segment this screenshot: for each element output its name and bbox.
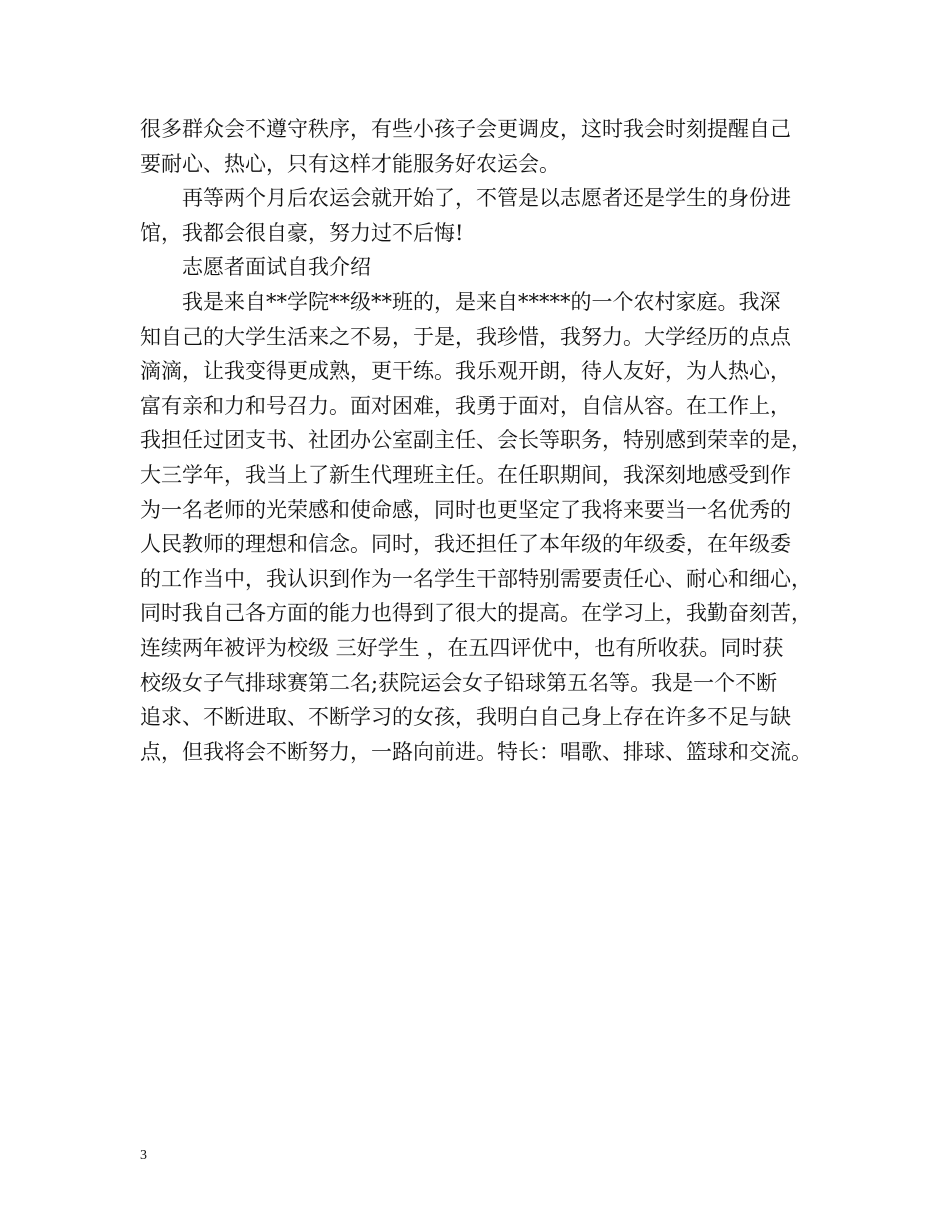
section-heading: 志愿者面试自我介绍 [182, 255, 371, 280]
document-body [140, 112, 830, 769]
text-line: 我担任过团支书、社团办公室副主任、会长等职务，特别感到荣幸的是， [140, 428, 812, 453]
text-line: 点，但我将会不断努力，一路向前进。特长：唱歌、排球、篮球和交流。 [140, 739, 812, 764]
page-number: 3 [140, 1148, 147, 1163]
text-line: 大三学年，我当上了新生代理班主任。在任职期间，我深刻地感受到作 [140, 462, 791, 487]
text-line: 校级女子气排球赛第二名;获院运会女子铅球第五名等。我是一个不断 [140, 670, 778, 695]
text-line: 滴滴，让我变得更成熟，更干练。我乐观开朗，待人友好，为人热心， [140, 359, 791, 384]
text-line: 知自己的大学生活来之不易，于是，我珍惜，我努力。大学经历的点点 [140, 324, 791, 349]
text-line: 为一名老师的光荣感和使命感，同时也更坚定了我将来要当一名优秀的 [140, 497, 791, 522]
text-line: 人民教师的理想和信念。同时，我还担任了本年级的年级委，在年级委 [140, 532, 791, 557]
text-line: 富有亲和力和号召力。面对困难，我勇于面对，自信从容。在工作上， [140, 393, 791, 418]
text-line: 的工作当中，我认识到作为一名学生干部特别需要责任心、耐心和细心， [140, 566, 812, 591]
text-line: 很多群众会不遵守秩序，有些小孩子会更调皮，这时我会时刻提醒自己 [140, 117, 791, 141]
text-line: 要耐心、热心，只有这样才能服务好农运会。 [140, 151, 560, 176]
text-line: 连续两年被评为校级 三好学生 ，在五四评优中，也有所收获。同时获 [140, 635, 784, 660]
text-line: 馆，我都会很自豪，努力过不后悔! [140, 220, 464, 245]
text-line: 追求、不断进取、不断学习的女孩，我明白自己身上存在许多不足与缺 [140, 705, 791, 730]
text-line: 再等两个月后农运会就开始了，不管是以志愿者还是学生的身份进 [182, 186, 791, 211]
text-line: 我是来自**学院**级**班的，是来自*****的一个农村家庭。我深 [182, 289, 781, 314]
text-line: 同时我自己各方面的能力也得到了很大的提高。在学习上，我勤奋刻苦， [140, 601, 812, 626]
